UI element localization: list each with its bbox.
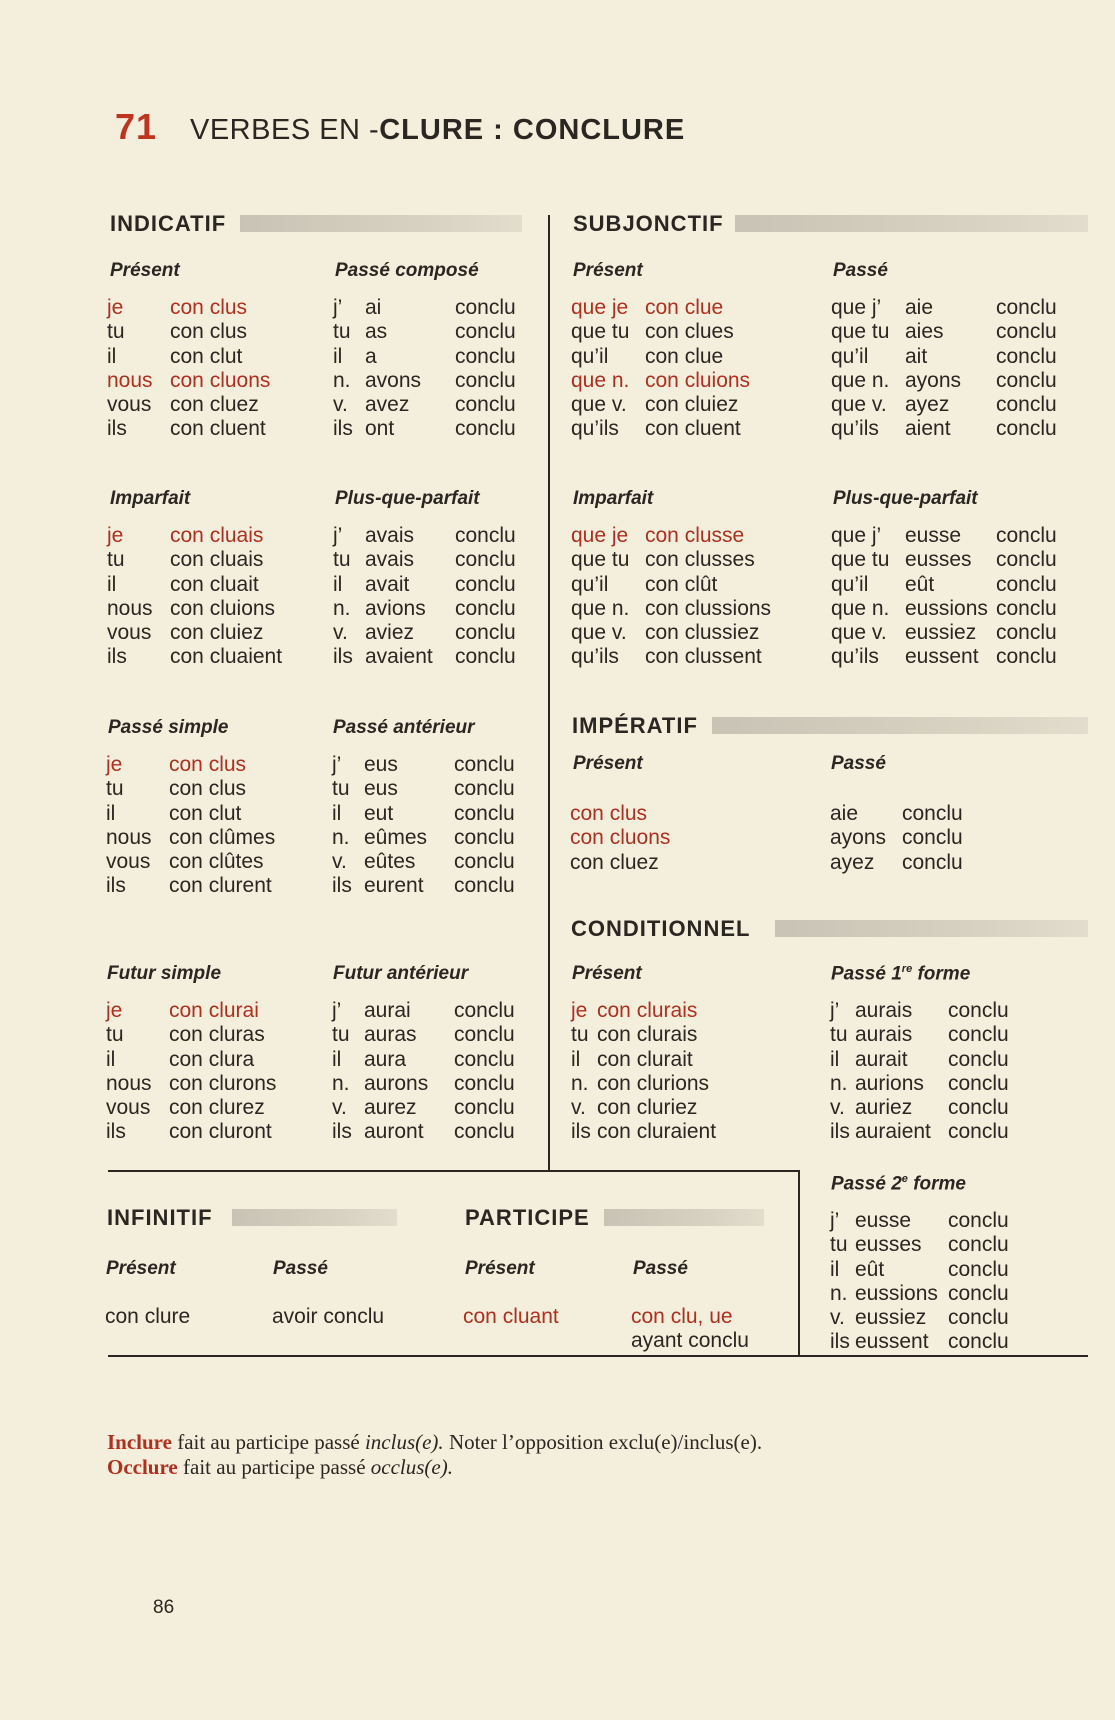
conjugation-block xyxy=(332,999,515,1145)
conj-row: il aura conclu xyxy=(332,1047,515,1071)
subjonctif-bar xyxy=(735,215,1088,232)
conj-row: qu’il con clût xyxy=(571,572,718,596)
conj-row: ils con clurent xyxy=(106,874,272,898)
conj-row: que je con clue xyxy=(571,296,724,319)
conj-row: ils avaient conclu xyxy=(333,645,516,669)
conj-row: tu aurais conclu xyxy=(830,1023,1009,1047)
conj-row: que tu eusses conclu xyxy=(831,548,1057,572)
conj-row: j’ eusse conclu xyxy=(830,1209,1009,1232)
conj-row: que n. eussions conclu xyxy=(831,596,1057,620)
conj-row: vous con clûtes xyxy=(106,850,264,874)
conj-row: nous con cluions xyxy=(107,596,276,620)
conj-row: qu’il con clue xyxy=(571,344,724,368)
conj-row: tu con cluais xyxy=(107,548,264,572)
note-line: Occlure fait au participe passé occlus(e). xyxy=(107,1455,453,1479)
conjugation-block xyxy=(333,296,516,442)
conj-row: nous con cluons xyxy=(107,368,271,392)
conj-row: il con clura xyxy=(106,1047,255,1071)
conj-row: n. con clurions xyxy=(571,1071,710,1095)
column-divider xyxy=(548,215,550,1171)
conj-row: que tu aies conclu xyxy=(831,320,1057,344)
conjugation-block xyxy=(571,524,771,670)
conj-row: v. auriez conclu xyxy=(830,1096,1009,1120)
conj-row: nous con clûmes xyxy=(106,825,276,849)
page-number: 86 xyxy=(153,1597,175,1618)
tense-label: Futur antérieur xyxy=(333,963,469,984)
imperatif-title: IMPÉRATIF xyxy=(572,713,698,738)
indicatif-bar xyxy=(240,215,522,232)
conj-row: que v. con cluiez xyxy=(571,393,739,417)
tense-label: Plus-que-parfait xyxy=(833,488,978,509)
bottom-block-top-rule xyxy=(108,1170,800,1172)
tense-label: Présent xyxy=(573,260,643,281)
bottom-block-bottom-rule xyxy=(108,1355,1088,1357)
conj-row: ils con cluent xyxy=(107,417,266,441)
conj-row: ils ont conclu xyxy=(333,417,516,441)
conj-row: tu avais conclu xyxy=(333,548,516,572)
conjugation-block xyxy=(830,1209,1009,1355)
conj-row: aie conclu xyxy=(830,802,963,825)
conj-row: con cluez xyxy=(570,850,659,874)
conjugation-block xyxy=(106,999,276,1145)
participe-present-value: con cluant xyxy=(463,1305,559,1328)
tense-label: Passé composé xyxy=(335,260,479,281)
conjugation-block xyxy=(106,753,275,899)
tense-label: Plus-que-parfait xyxy=(335,488,480,509)
conj-row: je con cluais xyxy=(107,524,264,547)
conj-row: tu con cluras xyxy=(106,1023,265,1047)
conj-row: vous con cluiez xyxy=(107,621,264,645)
conj-row: n. aurions conclu xyxy=(830,1071,1009,1095)
imperatif-bar xyxy=(712,717,1088,734)
conj-row: j’ aurais conclu xyxy=(830,999,1009,1022)
conj-row: n. aurons conclu xyxy=(332,1071,515,1095)
conj-row: ayez conclu xyxy=(830,850,963,874)
conj-row: ils con cluaient xyxy=(107,645,283,669)
conj-row: il con clut xyxy=(106,801,242,825)
conj-row: je con clurai xyxy=(106,999,259,1022)
conj-row: n. eûmes conclu xyxy=(332,825,515,849)
conj-row: tu con clurais xyxy=(571,1023,698,1047)
conj-row: tu auras conclu xyxy=(332,1023,515,1047)
title-prefix: VERBES EN - xyxy=(190,114,380,146)
conj-row: con cluons xyxy=(570,826,671,850)
conjugation-block xyxy=(332,753,515,899)
conjugation-block xyxy=(571,296,750,442)
conjugation-block xyxy=(571,999,716,1145)
conjugation-block xyxy=(333,524,516,670)
conj-row: que je con clusse xyxy=(571,524,745,547)
conj-row: con clus xyxy=(570,802,648,825)
conj-row: n. avions conclu xyxy=(333,596,516,620)
conj-row: qu’ils aient conclu xyxy=(831,417,1057,441)
tense-label: Futur simple xyxy=(107,963,222,984)
participe-passe-values xyxy=(631,1305,749,1354)
conjugation-block xyxy=(107,296,270,442)
conj-row: tu as conclu xyxy=(333,320,516,344)
conj-row: je con clurais xyxy=(571,999,698,1022)
conj-row: qu’il eût conclu xyxy=(831,572,1057,596)
tense-label: Présent xyxy=(106,1258,176,1279)
conj-row: v. con cluriez xyxy=(571,1096,698,1120)
conj-row: j’ ai conclu xyxy=(333,296,516,319)
conj-row: ils auraient conclu xyxy=(830,1120,1009,1144)
conjugation-block xyxy=(570,802,670,875)
conj-row: que v. eussiez conclu xyxy=(831,621,1057,645)
infinitif-passe-value: avoir conclu xyxy=(272,1305,385,1328)
conj-row: tu con clus xyxy=(106,777,247,801)
conj-row: vous con cluez xyxy=(107,393,259,417)
conj-row: tu eusses conclu xyxy=(830,1233,1009,1257)
conj-row: v. avez conclu xyxy=(333,393,516,417)
conj-row: que v. ayez conclu xyxy=(831,393,1057,417)
conj-row: il eût conclu xyxy=(830,1257,1009,1281)
conj-row: ils eurent conclu xyxy=(332,874,515,898)
conj-row: tu eus conclu xyxy=(332,777,515,801)
conj-row: il con cluait xyxy=(107,572,259,596)
conj-row: qu’ils con clussent xyxy=(571,645,762,669)
conj-row: v. eussiez conclu xyxy=(830,1306,1009,1330)
conjugation-block xyxy=(831,524,1057,670)
conj-row: ils con cluraient xyxy=(571,1120,717,1144)
conj-row: qu’ils con cluent xyxy=(571,417,741,441)
tense-label: Passé simple xyxy=(108,717,229,738)
tense-label: Présent xyxy=(465,1258,535,1279)
tense-label: Passé xyxy=(833,260,888,281)
conj-row: tu con clus xyxy=(107,320,248,344)
conjugation-block xyxy=(830,999,1009,1145)
participe-bar xyxy=(604,1209,764,1226)
conditionnel-title: CONDITIONNEL xyxy=(571,916,751,941)
conj-row: ayons conclu xyxy=(830,826,963,850)
infinitif-title: INFINITIF xyxy=(107,1205,213,1230)
conj-row: il con clut xyxy=(107,344,243,368)
conj-row: ils con cluront xyxy=(106,1120,272,1144)
conj-row: ils auront conclu xyxy=(332,1120,515,1144)
conjugation-block xyxy=(107,524,282,670)
conj-row: que n. con cluions xyxy=(571,368,751,392)
conj-row: que n. con clussions xyxy=(571,596,772,620)
infinitif-bar xyxy=(232,1209,397,1226)
tense-label: Imparfait xyxy=(573,488,654,509)
conjugation-block xyxy=(830,802,963,875)
conj-row: n. eussions conclu xyxy=(830,1281,1009,1305)
conj-row: que v. con clussiez xyxy=(571,621,760,645)
title-verb: CLURE : CONCLURE xyxy=(379,114,686,146)
conj-row: vous con clurez xyxy=(106,1096,265,1120)
conj-row: que j’ eusse conclu xyxy=(831,524,1057,547)
tense-label: Passé xyxy=(273,1258,328,1279)
conj-row: qu’il ait conclu xyxy=(831,344,1057,368)
indicatif-title: INDICATIF xyxy=(110,211,227,236)
conditionnel-bar xyxy=(775,920,1088,937)
tense-label: Présent xyxy=(573,753,643,774)
page-title xyxy=(190,114,685,147)
tense-label: Présent xyxy=(110,260,180,281)
chapter-number: 71 xyxy=(115,106,158,147)
conj-row: v. aurez conclu xyxy=(332,1096,515,1120)
conj-row: que n. ayons conclu xyxy=(831,368,1057,392)
conj-row: je con clus xyxy=(107,296,248,319)
note-line: Inclure fait au participe passé inclus(e). Noter l’opposition exclu(e)/inclus(e). xyxy=(107,1430,763,1454)
subjonctif-title: SUBJONCTIF xyxy=(573,211,724,236)
participe-passe-value: con clu, ue xyxy=(631,1305,733,1328)
conj-row: je con clus xyxy=(106,753,247,776)
tense-label: Passé antérieur xyxy=(333,717,475,738)
tense-label: Présent xyxy=(572,963,642,984)
bottom-block-right-rule xyxy=(798,1170,800,1356)
conj-row: n. avons conclu xyxy=(333,368,516,392)
conj-row: ils eussent conclu xyxy=(830,1330,1009,1354)
conj-row: il avait conclu xyxy=(333,572,516,596)
conj-row: v. aviez conclu xyxy=(333,621,516,645)
infinitif-present-value: con clure xyxy=(105,1305,191,1328)
conj-row: nous con clurons xyxy=(106,1071,277,1095)
conj-row: il con clurait xyxy=(571,1047,693,1071)
participe-title: PARTICIPE xyxy=(465,1205,590,1230)
participe-passe-compose-value: ayant conclu xyxy=(631,1329,749,1353)
tense-label-passe1: Passé 1re forme xyxy=(831,963,971,985)
conj-row: il a conclu xyxy=(333,344,516,368)
conj-row: que tu con clusses xyxy=(571,548,755,572)
conj-row: il aurait conclu xyxy=(830,1047,1009,1071)
tense-label: Passé xyxy=(633,1258,688,1279)
conj-row: qu’ils eussent conclu xyxy=(831,645,1057,669)
tense-label: Passé xyxy=(831,753,886,774)
conj-row: il eut conclu xyxy=(332,801,515,825)
conj-row: j’ aurai conclu xyxy=(332,999,515,1022)
conj-row: que j’ aie conclu xyxy=(831,296,1057,319)
conjugation-block xyxy=(831,296,1057,442)
tense-label: Imparfait xyxy=(110,488,191,509)
tense-label-passe2: Passé 2e forme xyxy=(831,1173,966,1195)
conj-row: v. eûtes conclu xyxy=(332,850,515,874)
conj-row: j’ avais conclu xyxy=(333,524,516,547)
conj-row: j’ eus conclu xyxy=(332,753,515,776)
conj-row: que tu con clues xyxy=(571,320,734,344)
